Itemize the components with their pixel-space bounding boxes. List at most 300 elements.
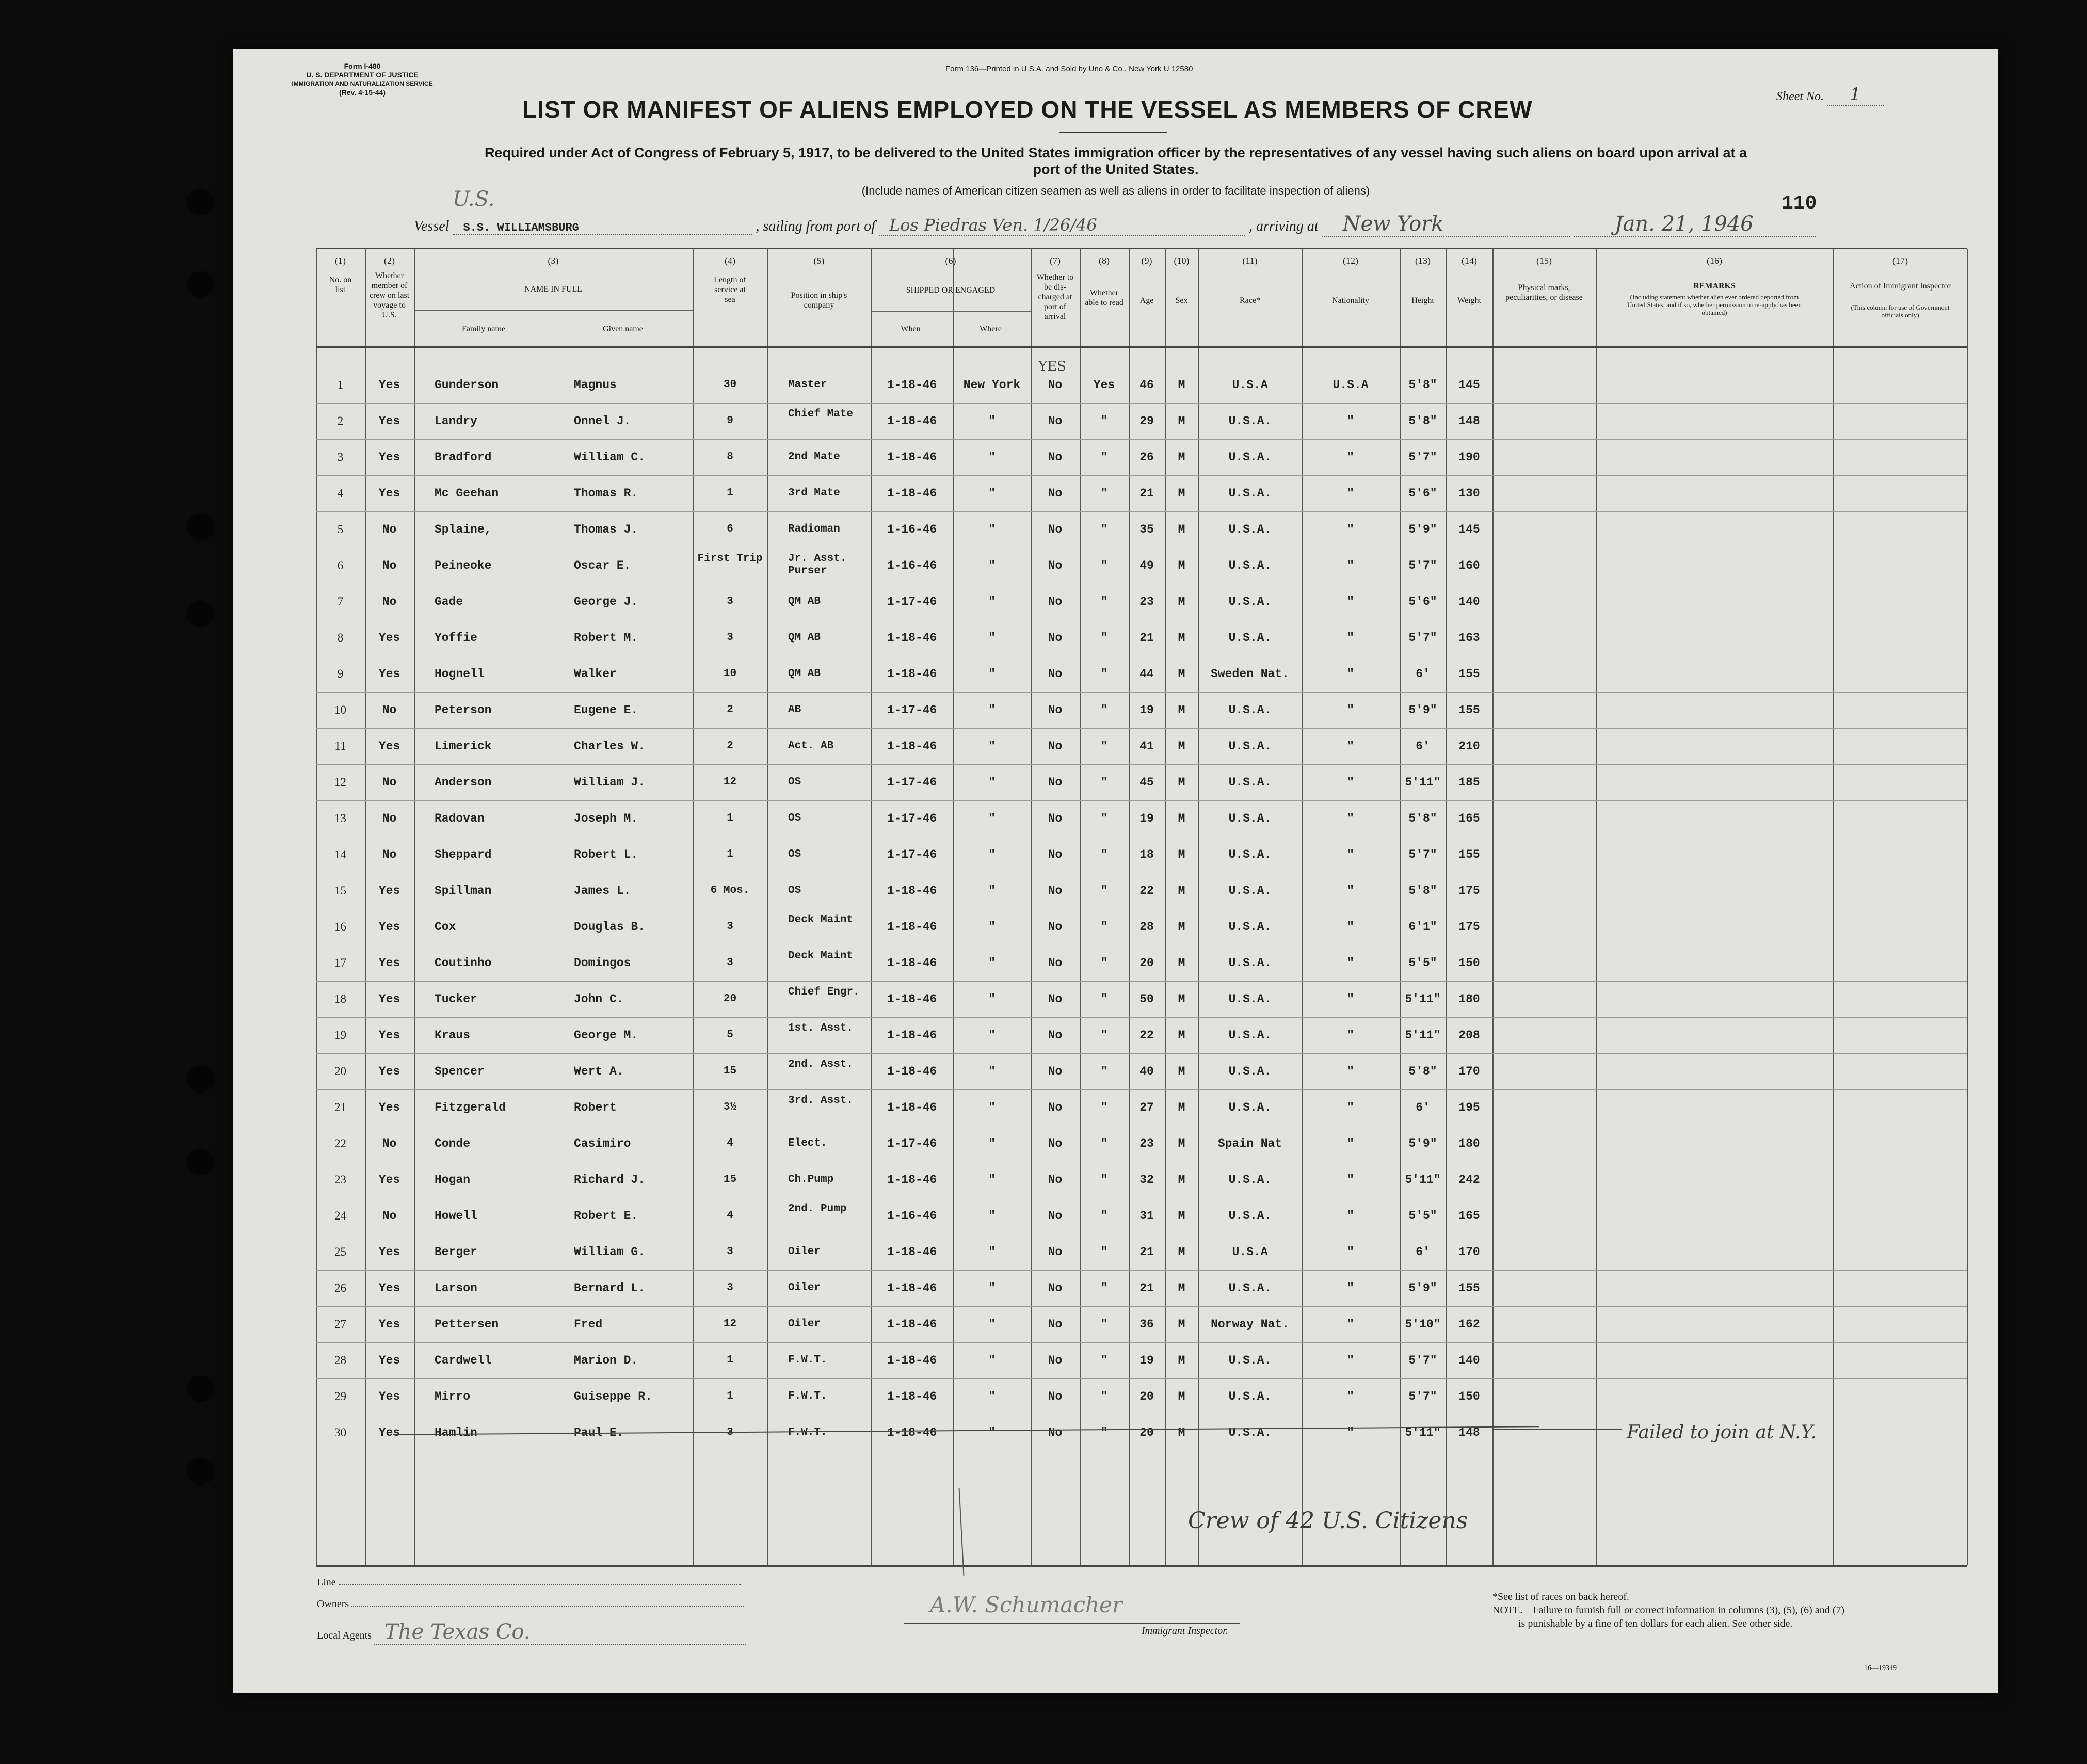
cell-when: 1-18-46	[887, 1390, 937, 1403]
cell-position: Deck Maint	[788, 914, 854, 926]
col-head-remarks: REMARKS	[1693, 282, 1736, 291]
cell-when: 1-18-46	[887, 740, 937, 753]
cell-disch: No	[1048, 884, 1063, 897]
cell-disch: No	[1048, 703, 1063, 717]
punch-hole	[187, 514, 214, 540]
col-head-where: Where	[980, 325, 1002, 333]
cell-when: 1-18-46	[887, 487, 937, 500]
cell-height: 5'11"	[1405, 776, 1441, 789]
cell-height: 5'7"	[1408, 1354, 1437, 1367]
punch-hole	[187, 1148, 214, 1175]
cell-age: 46	[1139, 378, 1154, 392]
table-row	[316, 981, 1967, 1017]
cell-service: 2	[727, 704, 733, 716]
cell-no: 28	[334, 1354, 346, 1367]
cell-position: QM AB	[788, 668, 821, 680]
cell-race: U.S.A.	[1228, 595, 1272, 608]
cell-sex: M	[1178, 1318, 1185, 1331]
cell-service: 9	[727, 415, 733, 427]
footer-line-field	[317, 1577, 781, 1589]
cell-nat: "	[1347, 631, 1354, 645]
cell-age: 21	[1139, 1245, 1154, 1259]
footer-owners-field	[317, 1598, 781, 1610]
cell-age: 21	[1139, 631, 1154, 645]
col-num: (8)	[1099, 255, 1110, 266]
cell-disch: No	[1048, 1390, 1063, 1403]
cell-last: No	[382, 559, 397, 572]
manifest-sheet	[233, 49, 1998, 1693]
cell-no: 24	[334, 1209, 346, 1222]
cell-given: John C.	[574, 992, 624, 1006]
cell-service: 20	[723, 993, 737, 1005]
cell-service: 15	[723, 1174, 737, 1185]
sheet-label: Sheet No.	[1776, 90, 1824, 103]
cell-family: Landry	[435, 414, 477, 428]
cell-when: 1-18-46	[887, 378, 937, 392]
col-num: (14)	[1462, 255, 1477, 266]
cell-read: "	[1100, 414, 1108, 428]
cell-family: Hamlin	[435, 1426, 477, 1439]
col-head-shipped: SHIPPED OR ENGAGED	[906, 286, 996, 295]
cell-family: Larson	[435, 1281, 477, 1295]
cell-no: 2	[337, 414, 344, 427]
cell-sex: M	[1178, 740, 1185, 753]
table-row	[316, 692, 1967, 728]
cell-race: U.S.A.	[1228, 703, 1272, 717]
cell-last: Yes	[378, 1173, 400, 1186]
cell-age: 27	[1139, 1101, 1154, 1114]
cell-when: 1-18-46	[887, 667, 937, 681]
cell-family: Hogan	[435, 1173, 471, 1186]
cell-family: Sheppard	[435, 848, 492, 861]
cell-disch: No	[1048, 1173, 1063, 1186]
cell-race: U.S.A.	[1228, 1101, 1272, 1114]
cell-weight: 155	[1458, 667, 1480, 681]
cell-height: 6'	[1416, 667, 1430, 681]
crew-table	[316, 248, 1967, 1567]
cell-sex: M	[1178, 1029, 1185, 1042]
cell-position: Ch.Pump	[788, 1174, 834, 1185]
cell-family: Gunderson	[435, 378, 499, 392]
cell-race: U.S.A.	[1228, 1390, 1272, 1403]
cell-height: 5'7"	[1408, 1390, 1437, 1403]
cell-given: Thomas J.	[574, 523, 638, 536]
cell-no: 17	[334, 956, 346, 969]
cell-family: Kraus	[435, 1029, 471, 1042]
col-num: (15)	[1536, 255, 1552, 266]
col-head-age: Age	[1139, 296, 1154, 305]
col-num: (17)	[1892, 255, 1908, 266]
inspector-label: Immigrant Inspector.	[1142, 1625, 1228, 1637]
col-num: (13)	[1415, 255, 1431, 266]
cell-weight: 145	[1458, 378, 1480, 392]
cell-nat: "	[1347, 992, 1354, 1006]
subtitle	[275, 145, 1957, 178]
cell-where: "	[988, 776, 996, 789]
cell-service: 30	[723, 379, 737, 391]
cell-where: "	[988, 667, 996, 681]
cell-family: Mc Geehan	[435, 487, 499, 500]
cell-last: Yes	[378, 1426, 400, 1439]
printer-line: Form 136—Printed in U.S.A. and Sold by Uno & Co., New York U 12580	[945, 65, 1193, 73]
cell-given: Walker	[574, 667, 617, 681]
cell-when: 1-17-46	[887, 848, 937, 861]
cell-sex: M	[1178, 1101, 1185, 1114]
cell-age: 23	[1139, 595, 1154, 608]
cell-disch: No	[1048, 559, 1063, 572]
col-head-nationality: Nationality	[1332, 296, 1369, 305]
cell-when: 1-18-46	[887, 1354, 937, 1367]
punch-hole	[187, 271, 214, 298]
sheet-number: 1	[1827, 84, 1884, 106]
cell-when: 1-18-46	[887, 1065, 937, 1078]
cell-position: QM AB	[788, 596, 821, 607]
cell-where: "	[988, 884, 996, 897]
title-rule	[1059, 132, 1167, 133]
line-label: Line	[317, 1577, 336, 1588]
col-head-position: Position in ship's company	[791, 291, 847, 310]
cell-given: Paul E.	[574, 1426, 624, 1439]
cell-family: Gade	[435, 595, 463, 608]
cell-race: U.S.A.	[1228, 740, 1272, 753]
cell-race: U.S.A.	[1228, 1426, 1272, 1439]
cell-given: Onnel J.	[574, 414, 631, 428]
cell-race: U.S.A.	[1228, 848, 1272, 861]
cell-where: "	[988, 1173, 996, 1186]
cell-position: Elect.	[788, 1137, 827, 1149]
cell-when: 1-17-46	[887, 776, 937, 789]
cell-where: "	[988, 595, 996, 608]
cell-sex: M	[1178, 1426, 1185, 1439]
cell-read: "	[1100, 487, 1108, 500]
cell-family: Spencer	[435, 1065, 485, 1078]
cell-position: Chief Engr.	[788, 986, 860, 998]
cell-when: 1-18-46	[887, 1101, 937, 1114]
cell-given: Charles W.	[574, 740, 646, 753]
cell-given: Robert M.	[574, 631, 638, 645]
cell-height: 5'5"	[1408, 956, 1437, 970]
cell-read: "	[1100, 740, 1108, 753]
cell-service: 1	[727, 1390, 733, 1402]
cell-age: 19	[1139, 812, 1154, 825]
cell-age: 35	[1139, 523, 1154, 536]
cell-position: Radioman	[788, 523, 840, 535]
cell-age: 23	[1139, 1137, 1154, 1150]
cell-weight: 195	[1458, 1101, 1480, 1114]
cell-disch: No	[1048, 1029, 1063, 1042]
col-num: (12)	[1343, 255, 1358, 266]
cell-nat: "	[1347, 667, 1354, 681]
col-head-remarks-note: (Including statement whether alien ever ordered deported from United States, and if so, whether permission to re-apply has been obtained)	[1627, 293, 1802, 316]
cell-no: 13	[334, 812, 346, 825]
cell-when: 1-16-46	[887, 1209, 937, 1223]
fine-note-2: is punishable by a fine of ten dollars for each alien. See other side.	[1518, 1618, 1793, 1629]
cell-given: Bernard L.	[574, 1281, 646, 1295]
cell-sex: M	[1178, 1137, 1185, 1150]
cell-age: 44	[1139, 667, 1154, 681]
subtitle-line-2: port of the United States.	[1033, 162, 1199, 177]
cell-read: "	[1100, 920, 1108, 934]
cell-nat: "	[1347, 1137, 1354, 1150]
col-num: (2)	[384, 255, 395, 266]
cell-nat: "	[1347, 1426, 1354, 1439]
cell-service: 1	[727, 487, 733, 499]
cell-nat: "	[1347, 740, 1354, 753]
cell-read: "	[1100, 1245, 1108, 1259]
cell-given: William G.	[574, 1245, 646, 1259]
cell-last: Yes	[378, 992, 400, 1006]
cell-read: "	[1100, 848, 1108, 861]
cell-last: Yes	[378, 920, 400, 934]
table-row	[316, 800, 1967, 837]
cell-family: Peterson	[435, 703, 492, 717]
cell-sex: M	[1178, 667, 1185, 681]
cell-sex: M	[1178, 487, 1185, 500]
cell-family: Peineoke	[435, 559, 492, 572]
cell-race: U.S.A.	[1228, 1281, 1272, 1295]
footer-agents-field	[317, 1620, 812, 1645]
cell-last: Yes	[378, 414, 400, 428]
cell-disch: No	[1048, 414, 1063, 428]
service: IMMIGRATION AND NATURALIZATION SERVICE	[292, 80, 433, 87]
owners-label: Owners	[317, 1598, 349, 1610]
cell-no: 3	[337, 451, 344, 463]
cell-height: 5'11"	[1405, 992, 1441, 1006]
cell-weight: 155	[1458, 848, 1480, 861]
col-num: (1)	[335, 255, 346, 266]
cell-where: "	[988, 812, 996, 825]
cell-nat: "	[1347, 703, 1354, 717]
cell-race: U.S.A.	[1228, 920, 1272, 934]
cell-weight: 150	[1458, 1390, 1480, 1403]
cell-read: "	[1100, 992, 1108, 1006]
cell-given: William J.	[574, 776, 646, 789]
cell-age: 28	[1139, 920, 1154, 934]
cell-no: 8	[337, 631, 344, 644]
cell-age: 21	[1139, 487, 1154, 500]
cell-height: 5'5"	[1408, 1209, 1437, 1223]
cell-family: Yoffie	[435, 631, 477, 645]
cell-last: Yes	[378, 1390, 400, 1403]
cell-family: Mirro	[435, 1390, 471, 1403]
cell-read: "	[1100, 1065, 1108, 1078]
cell-no: 19	[334, 1029, 346, 1041]
cell-race: U.S.A.	[1228, 992, 1272, 1006]
cell-service: 3	[727, 632, 733, 644]
table-row	[316, 1306, 1967, 1342]
cell-last: No	[382, 1209, 397, 1223]
cell-race: U.S.A.	[1228, 776, 1272, 789]
cell-where: "	[988, 920, 996, 934]
cell-given: Thomas R.	[574, 487, 638, 500]
cell-last: No	[382, 776, 397, 789]
cell-race: U.S.A	[1232, 378, 1268, 392]
table-row	[316, 1126, 1967, 1162]
cell-race: U.S.A.	[1228, 631, 1272, 645]
cell-position: F.W.T.	[788, 1390, 827, 1402]
cell-where: "	[988, 992, 996, 1006]
cell-where: "	[988, 451, 996, 464]
table-row	[316, 584, 1967, 620]
cell-read: "	[1100, 559, 1108, 572]
cell-given: Wert A.	[574, 1065, 624, 1078]
cell-nat: "	[1347, 776, 1354, 789]
cell-height: 5'7"	[1408, 848, 1437, 861]
cell-position: F.W.T.	[788, 1354, 827, 1366]
cell-family: Fitzgerald	[435, 1101, 506, 1114]
cell-read: Yes	[1093, 378, 1115, 392]
cell-where: "	[988, 1390, 996, 1403]
cell-sex: M	[1178, 848, 1185, 861]
table-row	[316, 1342, 1967, 1378]
cell-last: No	[382, 595, 397, 608]
cell-age: 31	[1139, 1209, 1154, 1223]
cell-when: 1-17-46	[887, 1137, 937, 1150]
col-head-race: Race*	[1240, 296, 1260, 305]
arrival-date: Jan. 21, 1946	[1574, 212, 1816, 237]
cell-where: "	[988, 1281, 996, 1295]
cell-weight: 210	[1458, 740, 1480, 753]
cell-last: Yes	[378, 1101, 400, 1114]
cell-weight: 242	[1458, 1173, 1480, 1186]
col-head-action: Action of Immigrant Inspector	[1850, 282, 1951, 291]
cell-nat: "	[1347, 1245, 1354, 1259]
cell-service: 15	[723, 1065, 737, 1077]
cell-position: 2nd. Pump	[788, 1203, 847, 1215]
cell-last: Yes	[378, 740, 400, 753]
cell-sex: M	[1178, 703, 1185, 717]
col-num: (10)	[1174, 255, 1190, 266]
cell-no: 9	[337, 667, 344, 680]
col-head-given: Given name	[603, 325, 643, 333]
cell-nat: "	[1347, 523, 1354, 536]
cell-no: 15	[334, 884, 346, 897]
cell-race: U.S.A.	[1228, 1173, 1272, 1186]
cell-height: 5'8"	[1408, 378, 1437, 392]
cell-disch: No	[1048, 740, 1063, 753]
cell-no: 16	[334, 920, 346, 933]
crew-rows	[316, 367, 1967, 1451]
cell-height: 5'7"	[1408, 451, 1437, 464]
sailing-label: , sailing from port of	[756, 218, 875, 234]
col-num: (4)	[725, 255, 735, 266]
cell-age: 50	[1139, 992, 1154, 1006]
cell-weight: 185	[1458, 776, 1480, 789]
agents-label: Local Agents	[317, 1630, 372, 1641]
cell-age: 41	[1139, 740, 1154, 753]
cell-service: 5	[727, 1029, 733, 1041]
table-row	[316, 764, 1967, 800]
table-row	[316, 1017, 1967, 1053]
col-head-discharged: Whether to be dis-charged at port of arrival	[1036, 273, 1074, 321]
cell-age: 22	[1139, 884, 1154, 897]
cell-nat: "	[1347, 1065, 1354, 1078]
cell-weight: 165	[1458, 812, 1480, 825]
cell-height: 5'8"	[1408, 812, 1437, 825]
cell-nat: "	[1347, 1354, 1354, 1367]
cell-no: 30	[334, 1426, 346, 1439]
cell-weight: 180	[1458, 992, 1480, 1006]
cell-given: Douglas B.	[574, 920, 646, 934]
cell-sex: M	[1178, 414, 1185, 428]
cell-family: Cox	[435, 920, 456, 934]
cell-height: 5'11"	[1405, 1426, 1441, 1439]
cell-service: 2	[727, 740, 733, 752]
cell-weight: 208	[1458, 1029, 1480, 1042]
cell-no: 5	[337, 523, 344, 536]
cell-given: Casimiro	[574, 1137, 631, 1150]
cell-no: 14	[334, 848, 346, 861]
cell-where: "	[988, 559, 996, 572]
cell-where: "	[988, 1137, 996, 1150]
cell-nat: "	[1347, 1390, 1354, 1403]
cell-read: "	[1100, 1354, 1108, 1367]
cell-read: "	[1100, 1209, 1108, 1223]
cell-where: New York	[963, 378, 1021, 392]
cell-when: 1-18-46	[887, 1245, 937, 1259]
cell-age: 26	[1139, 451, 1154, 464]
cell-disch: No	[1048, 1281, 1063, 1295]
cell-height: 5'10"	[1405, 1318, 1441, 1331]
cell-last: Yes	[378, 1065, 400, 1078]
cell-last: No	[382, 812, 397, 825]
cell-position: Oiler	[788, 1318, 821, 1330]
cell-where: "	[988, 740, 996, 753]
col-head-physical: Physical marks, peculiarities, or disease	[1505, 283, 1583, 302]
cell-last: Yes	[378, 631, 400, 645]
cell-when: 1-18-46	[887, 884, 937, 897]
cell-service: 3	[727, 957, 733, 969]
cell-height: 5'8"	[1408, 414, 1437, 428]
cell-nat: "	[1347, 559, 1354, 572]
cell-age: 21	[1139, 1281, 1154, 1295]
cell-position: Oiler	[788, 1246, 821, 1258]
cell-height: 6'	[1416, 740, 1430, 753]
cell-where: "	[988, 1245, 996, 1259]
cell-sex: M	[1178, 1281, 1185, 1295]
cell-disch: No	[1048, 848, 1063, 861]
table-row	[316, 873, 1967, 909]
col-head-name: NAME IN FULL	[524, 285, 582, 294]
page-title: LIST OR MANIFEST OF ALIENS EMPLOYED ON THE VESSEL AS MEMBERS OF CREW	[522, 96, 1533, 123]
cell-service: 12	[723, 1318, 737, 1330]
cell-disch: No	[1048, 1318, 1063, 1331]
cell-last: Yes	[378, 487, 400, 500]
sailing-port: Los Piedras Ven. 1/26/46	[879, 215, 1245, 236]
cell-where: "	[988, 1029, 996, 1042]
cell-race: U.S.A.	[1228, 559, 1272, 572]
cell-sex: M	[1178, 451, 1185, 464]
cell-given: George J.	[574, 595, 638, 608]
cell-race: U.S.A.	[1228, 487, 1272, 500]
cell-disch: No	[1048, 920, 1063, 934]
col-head-height: Height	[1411, 296, 1434, 305]
cell-position: 3rd Mate	[788, 487, 840, 499]
cell-age: 49	[1139, 559, 1154, 572]
cell-weight: 190	[1458, 451, 1480, 464]
cell-sex: M	[1178, 631, 1185, 645]
cell-height: 6'	[1416, 1245, 1430, 1259]
cell-disch: No	[1048, 1426, 1063, 1439]
cell-age: 29	[1139, 414, 1154, 428]
cell-read: "	[1100, 667, 1108, 681]
cell-weight: 130	[1458, 487, 1480, 500]
strike-line	[1492, 1429, 1622, 1430]
cell-read: "	[1100, 776, 1108, 789]
cell-no: 1	[337, 378, 344, 391]
cell-sex: M	[1178, 378, 1185, 392]
cell-no: 21	[334, 1101, 346, 1114]
